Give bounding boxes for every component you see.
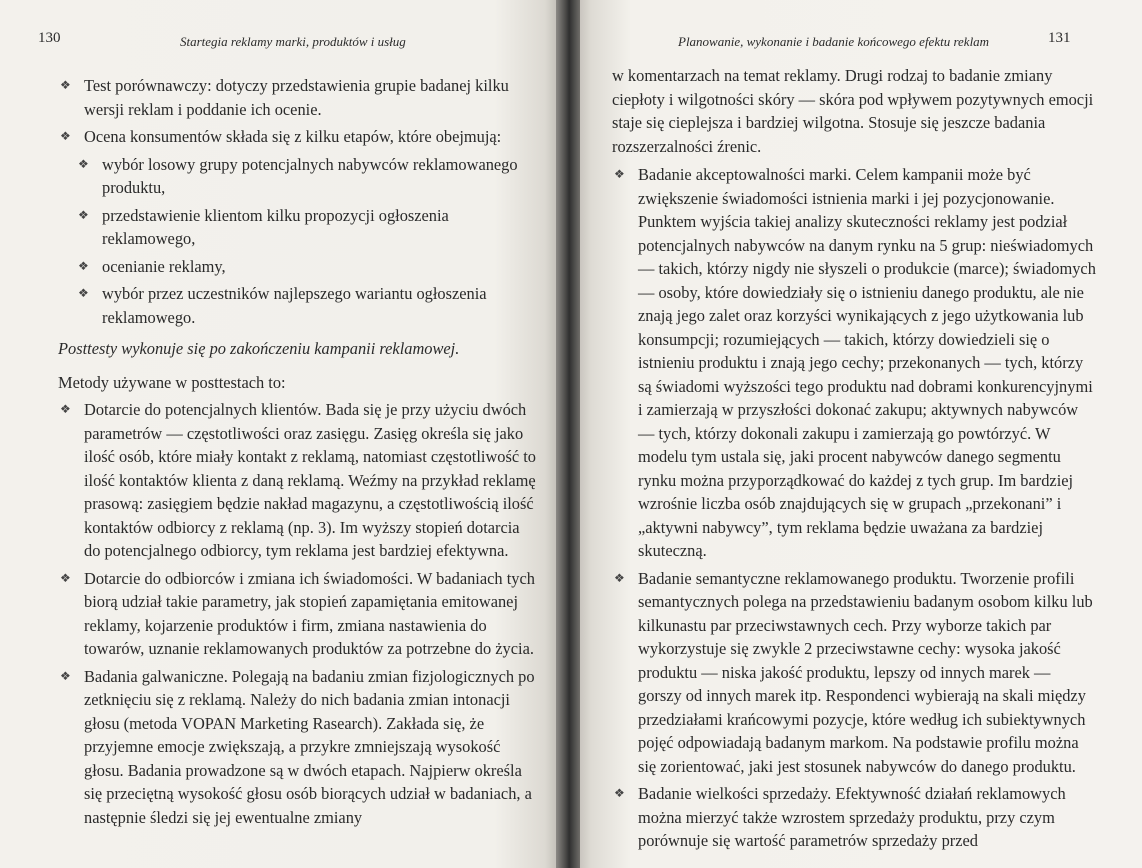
bullet-text: Badanie akceptowalności marki. Celem kampanii może być zwiększenie świadomości istnienia marki i jej pozycjonowanie. Punktem wyjścia takiej analizy skuteczności reklamy jest podział potencjalnych nabywców na danym rynku na 5 grup: nieświadomych — takich, którzy nigdy nie słyszeli o produkcie (marce); świadomych — osoby, które dowiedziały się o istnieniu danego produktu, ale nie znają jego zalet oraz korzyści wynikających z jego użytkowania lub konsumpcji; rozumiejących — takich, którzy dowiedzieli się o istnieniu produktu i znają jego cechy; przekonanych — tych, którzy są świadomi wyższości tego produktu nad dobrami konkurencyjnymi i zamierzają w przyszłości dokonać zakupu; aktywnych nabywców — tych, którzy dokonali zakupu i zamierzają go powtórzyć. W modelu tym ustala się, jaki procent nabywców danego segmentu rynku można przyporządkować do każdej z tych grup. Im bardziej wzrośnie liczba osób znajdujących się w grupach „przekonani” i „aktywni nabywcy”, tym reklama będzie uważana za bardziej skuteczną. bbox=[638, 165, 1096, 560]
left-page bbox=[0, 0, 562, 868]
diamond-bullet-icon: ❖ bbox=[614, 570, 625, 585]
running-title-left: Startegia reklamy marki, produktów i usług bbox=[180, 34, 406, 49]
bullet-text: Badanie wielkości sprzedaży. Efektywność działań reklamowych można mierzyć także wzrostem sprzedaży produktu, przy czym porównuje się wartość parametrów sprzedaży przed bbox=[638, 784, 1066, 850]
bullet-item bbox=[58, 567, 536, 661]
bullet-item bbox=[58, 398, 536, 563]
bullet-text: Dotarcie do potencjalnych klientów. Bada się je przy użyciu dwóch parametrów — częstotliwości oraz zasięgu. Zasięg określa się jako ilość osób, które miały kontakt z reklamą, natomiast częstotliwość to ilość kontaktów klienta z daną reklamą. Weźmy na przykład reklamę prasową: zasięgiem będzie nakład magazynu, a częstotliwością ilość kontaktów odbiorcy z reklamą (np. 3). Im wyższy stopień dotarcia do potencjalnego odbiorcy, tym reklama jest bardziej efektywna. bbox=[84, 400, 536, 560]
subbullet-item bbox=[58, 204, 536, 251]
book-gutter bbox=[556, 0, 580, 868]
continued-paragraph: w komentarzach na temat reklamy. Drugi rodzaj to badanie zmiany ciepłoty i wilgotności skóry — skóra pod wpływem pozytywnych emocji staje się cieplejsza i bardziej wilgotna. Stosuje się jeszcze badania rozszerzalności źrenic. bbox=[612, 66, 1094, 156]
bullet-text: Badanie semantyczne reklamowanego produktu. Tworzenie profili semantycznych polega na przedstawieniu badanym osobom kilku lub kilkunastu par przeciwstawnych cech. Przy wyborze takich par wykorzystuje się zwykle 2 przeciwstawne cechy: wysoka jakość produktu — niska jakość produktu, lepszy od innych marek — gorszy od innych marek itp. Respondenci wybierają na skali między przedziałami krańcowymi pozycje, które według ich subiektywnych pojęć odpowiadają badanym markom. Na podstawie profilu można się zorientować, jaki jest stosunek nabywców do danego produktu. bbox=[638, 568, 1093, 776]
right-page bbox=[574, 0, 1142, 868]
bullet-item bbox=[58, 665, 536, 830]
paragraph: Metody używane w posttestach to: bbox=[58, 372, 286, 392]
diamond-bullet-icon: ❖ bbox=[78, 207, 89, 222]
diamond-bullet-icon: ❖ bbox=[60, 570, 71, 585]
page-number-right: 131 bbox=[1048, 30, 1071, 46]
subbullet-item bbox=[58, 153, 536, 200]
subbullet-item bbox=[58, 255, 536, 279]
diamond-bullet-icon: ❖ bbox=[614, 786, 625, 800]
subbullet-text: przedstawienie klientom kilku propozycji ogłoszenia reklamowego, bbox=[102, 205, 449, 248]
bullet-item bbox=[612, 163, 1096, 563]
diamond-bullet-icon: ❖ bbox=[78, 286, 89, 300]
subbullet-text: wybór losowy grupy potencjalnych nabywców reklamowanego produktu, bbox=[102, 154, 518, 197]
subbullet-text: wybór przez uczestników najlepszego wariantu ogłoszenia reklamowego. bbox=[102, 284, 487, 327]
bullet-text: Ocena konsumentów składa się z kilku etapów, które obejmują: bbox=[84, 127, 502, 146]
diamond-bullet-icon: ❖ bbox=[60, 668, 71, 683]
right-page-body bbox=[612, 64, 1096, 857]
bullet-text: Test porównawczy: dotyczy przedstawienia grupie badanej kilku wersji reklam i poddanie ich ocenie. bbox=[84, 76, 509, 119]
diamond-bullet-icon: ❖ bbox=[78, 156, 89, 171]
bullet-item bbox=[612, 567, 1096, 779]
bullet-item bbox=[58, 125, 536, 149]
subbullet-item bbox=[58, 282, 536, 329]
bullet-item bbox=[612, 782, 1096, 853]
bullet-text: Dotarcie do odbiorców i zmiana ich świadomości. W badaniach tych biorą udział takie parametry, jak stopień zapamiętania emitowanej reklamy, kojarzenie produktów i firm, zmiana nastawienia do towarów, uznanie reklamowanych produktów za potrzebne do życia. bbox=[84, 568, 535, 658]
bullet-item bbox=[58, 74, 536, 121]
left-page-body bbox=[58, 74, 536, 833]
diamond-bullet-icon: ❖ bbox=[60, 129, 71, 143]
diamond-bullet-icon: ❖ bbox=[60, 78, 71, 92]
page-number-left: 130 bbox=[38, 30, 61, 46]
diamond-bullet-icon: ❖ bbox=[78, 258, 89, 273]
diamond-bullet-icon: ❖ bbox=[614, 167, 625, 181]
subbullet-text: ocenianie reklamy, bbox=[102, 256, 226, 276]
diamond-bullet-icon: ❖ bbox=[60, 402, 71, 416]
italic-subheading: Posttesty wykonuje się po zakończeniu kampanii reklamowej. bbox=[58, 339, 460, 358]
bullet-text: Badania galwaniczne. Polegają na badaniu zmian fizjologicznych po zetknięciu się z reklamą. Należy do nich badania zmian intonacji głosu (metoda VOPAN Marketing Rasearch). Zakłada się, że przyjemne emocje zwiększają, a przykre zmniejszają wysokość głosu. Badania prowadzone są w dwóch etapach. Najpierw określa się przeciętną wysokość głosu osób biorących udział w badaniach, a następnie śledzi się jej ewentualne zmiany bbox=[84, 666, 535, 827]
running-title-right: Planowanie, wykonanie i badanie końcowego efektu reklam bbox=[678, 34, 990, 49]
